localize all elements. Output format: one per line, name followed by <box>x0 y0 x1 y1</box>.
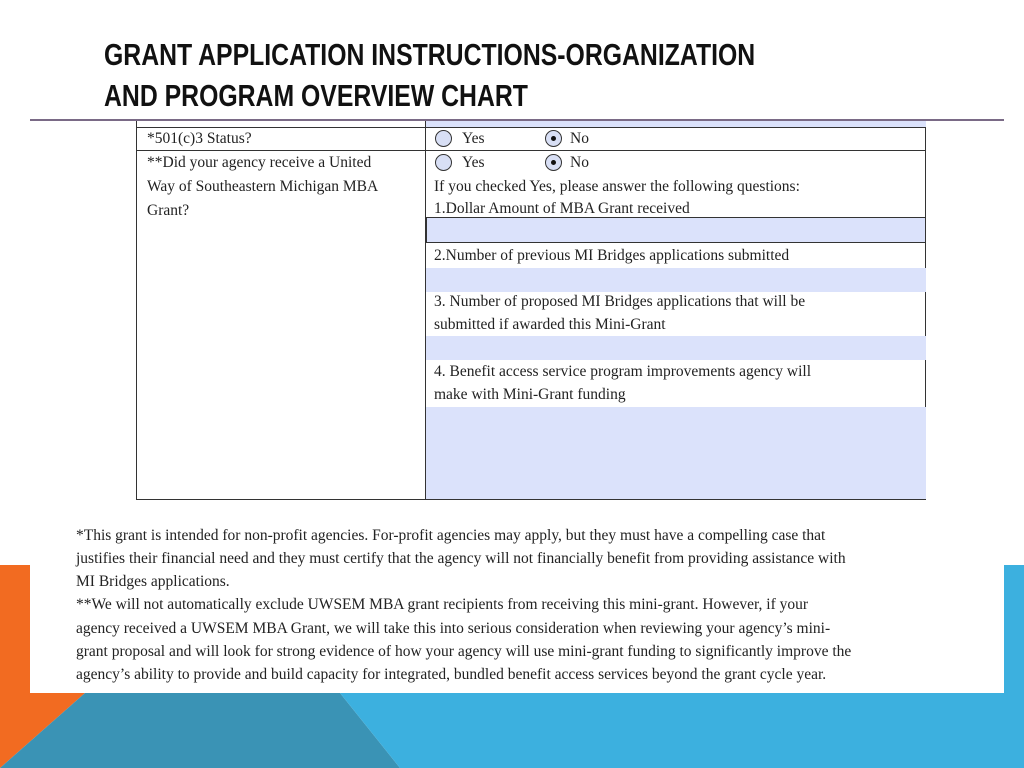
title-line-1: GRANT APPLICATION INSTRUCTIONS-ORGANIZATION <box>104 37 756 72</box>
form-table <box>136 121 926 500</box>
instruction-text: If you checked Yes, please answer the following questions: <box>434 178 800 195</box>
row-divider <box>137 127 926 128</box>
question-mba-line-3: Grant? <box>147 202 190 219</box>
q2-label: 2.Number of previous MI Bridges applications submitted <box>434 247 790 264</box>
radio-mba-yes-label: Yes <box>462 154 485 171</box>
footnote-line: agency received a UWSEM MBA Grant, we will take this into serious consideration when reviewing your agency’s mini- <box>76 620 831 637</box>
title-line-2: AND PROGRAM OVERVIEW CHART <box>104 78 528 113</box>
question-mba-line-2: Way of Southeastern Michigan MBA <box>147 178 379 195</box>
q3-label-line-2: submitted if awarded this Mini-Grant <box>434 316 666 333</box>
footnote-line: *This grant is intended for non-profit agencies. For-profit agencies may apply, but they must have a compelling case that <box>76 527 826 544</box>
q4-label-line-1: 4. Benefit access service program improvements agency will <box>434 363 812 380</box>
footnote-line: MI Bridges applications. <box>76 573 230 590</box>
radio-mba-no[interactable] <box>545 154 562 171</box>
q4-label-line-2: make with Mini-Grant funding <box>434 386 626 403</box>
q1-dollar-amount-input[interactable] <box>426 217 926 243</box>
radio-501c3-no[interactable] <box>545 130 562 147</box>
radio-mba-no-label: No <box>570 154 589 171</box>
q4-improvements-input[interactable] <box>426 407 926 499</box>
radio-501c3-yes[interactable] <box>435 130 452 147</box>
question-501c3: *501(c)3 Status? <box>147 130 252 147</box>
slide-title <box>104 34 755 116</box>
q1-label: 1.Dollar Amount of MBA Grant received <box>434 200 690 217</box>
footnote-line: **We will not automatically exclude UWSEM MBA grant recipients from receiving this mini-grant. However, if your <box>76 596 809 613</box>
radio-501c3-yes-label: Yes <box>462 130 485 147</box>
footnote-line: agency’s ability to provide and build capacity for integrated, bundled benefit access services beyond the grant cycle year. <box>76 666 827 683</box>
footnote-line: justifies their financial need and they must certify that the agency will not financially benefit from providing assistance with <box>76 550 846 567</box>
q3-label-line-1: 3. Number of proposed MI Bridges applications that will be <box>434 293 806 310</box>
blue-shape <box>340 693 1024 768</box>
radio-501c3-no-label: No <box>570 130 589 147</box>
q2-previous-applications-input[interactable] <box>426 268 926 292</box>
footnote-line: grant proposal and will look for strong evidence of how your agency will use mini-grant funding to significantly improve the <box>76 643 852 660</box>
question-mba-line-1: **Did your agency receive a United <box>147 154 372 171</box>
q3-proposed-applications-input[interactable] <box>426 336 926 360</box>
radio-mba-yes[interactable] <box>435 154 452 171</box>
